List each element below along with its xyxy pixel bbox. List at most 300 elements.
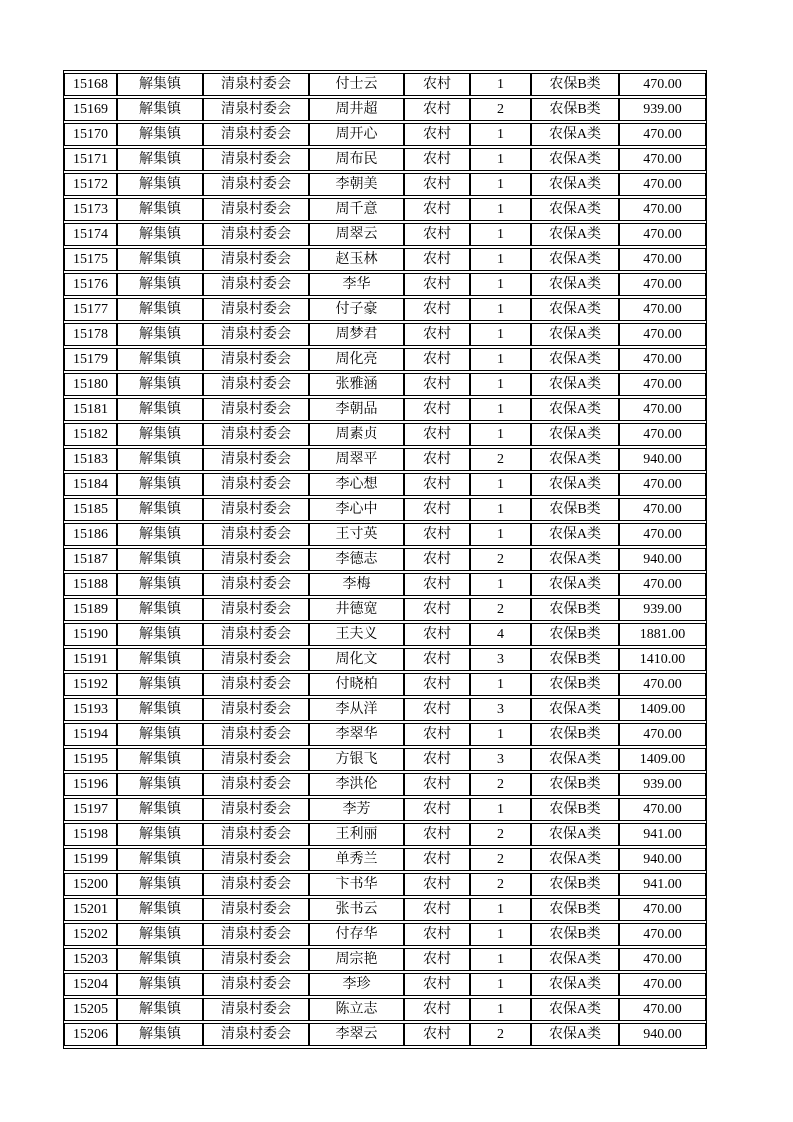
residence-type-cell: 农村: [404, 1023, 470, 1046]
residence-type-cell: 农村: [404, 923, 470, 946]
village-committee-cell: 清泉村委会: [203, 598, 309, 621]
person-name-cell: 李德志: [309, 548, 404, 571]
insurance-category-cell: 农保A类: [531, 148, 619, 171]
serial-number-cell: 15171: [64, 148, 117, 171]
person-name-cell: 单秀兰: [309, 848, 404, 871]
amount-cell: 939.00: [619, 598, 706, 621]
village-committee-cell: 清泉村委会: [203, 123, 309, 146]
serial-number-cell: 15185: [64, 498, 117, 521]
residence-type-cell: 农村: [404, 223, 470, 246]
insurance-category-cell: 农保A类: [531, 473, 619, 496]
village-committee-cell: 清泉村委会: [203, 1023, 309, 1046]
insurance-category-cell: 农保B类: [531, 773, 619, 796]
amount-cell: 941.00: [619, 873, 706, 896]
table-row: [64, 848, 706, 871]
table-row: [64, 373, 706, 396]
village-committee-cell: 清泉村委会: [203, 698, 309, 721]
person-name-cell: 周宗艳: [309, 948, 404, 971]
residence-type-cell: 农村: [404, 123, 470, 146]
serial-number-cell: 15181: [64, 398, 117, 421]
person-name-cell: 王利丽: [309, 823, 404, 846]
insurance-category-cell: 农保B类: [531, 923, 619, 946]
table-row: [64, 173, 706, 196]
table-row: [64, 223, 706, 246]
person-count-cell: 1: [470, 298, 531, 321]
residence-type-cell: 农村: [404, 198, 470, 221]
serial-number-cell: 15187: [64, 548, 117, 571]
town-cell: 解集镇: [117, 148, 203, 171]
insurance-category-cell: 农保A类: [531, 173, 619, 196]
amount-cell: 470.00: [619, 473, 706, 496]
insurance-category-cell: 农保A类: [531, 423, 619, 446]
person-count-cell: 1: [470, 373, 531, 396]
person-name-cell: 周千意: [309, 198, 404, 221]
table-row: [64, 473, 706, 496]
amount-cell: 470.00: [619, 498, 706, 521]
residence-type-cell: 农村: [404, 273, 470, 296]
insurance-category-cell: 农保A类: [531, 548, 619, 571]
town-cell: 解集镇: [117, 298, 203, 321]
serial-number-cell: 15191: [64, 648, 117, 671]
residence-type-cell: 农村: [404, 798, 470, 821]
person-count-cell: 1: [470, 723, 531, 746]
table-row: [64, 673, 706, 696]
serial-number-cell: 15182: [64, 423, 117, 446]
town-cell: 解集镇: [117, 273, 203, 296]
village-committee-cell: 清泉村委会: [203, 748, 309, 771]
village-committee-cell: 清泉村委会: [203, 223, 309, 246]
residence-type-cell: 农村: [404, 448, 470, 471]
table-row: [64, 623, 706, 646]
village-committee-cell: 清泉村委会: [203, 173, 309, 196]
table-row: [64, 523, 706, 546]
person-name-cell: 李从洋: [309, 698, 404, 721]
serial-number-cell: 15176: [64, 273, 117, 296]
town-cell: 解集镇: [117, 348, 203, 371]
person-name-cell: 李朝品: [309, 398, 404, 421]
person-count-cell: 1: [470, 948, 531, 971]
table-row: [64, 648, 706, 671]
amount-cell: 470.00: [619, 73, 706, 96]
amount-cell: 470.00: [619, 973, 706, 996]
serial-number-cell: 15200: [64, 873, 117, 896]
table-row: [64, 548, 706, 571]
amount-cell: 1410.00: [619, 648, 706, 671]
insurance-category-cell: 农保B类: [531, 898, 619, 921]
insurance-category-cell: 农保A类: [531, 323, 619, 346]
person-count-cell: 1: [470, 323, 531, 346]
town-cell: 解集镇: [117, 673, 203, 696]
table-row: [64, 598, 706, 621]
village-committee-cell: 清泉村委会: [203, 898, 309, 921]
serial-number-cell: 15199: [64, 848, 117, 871]
table-row: [64, 873, 706, 896]
insurance-category-cell: 农保B类: [531, 498, 619, 521]
residence-type-cell: 农村: [404, 973, 470, 996]
town-cell: 解集镇: [117, 648, 203, 671]
amount-cell: 1409.00: [619, 748, 706, 771]
village-committee-cell: 清泉村委会: [203, 473, 309, 496]
village-committee-cell: 清泉村委会: [203, 198, 309, 221]
town-cell: 解集镇: [117, 798, 203, 821]
town-cell: 解集镇: [117, 473, 203, 496]
amount-cell: 941.00: [619, 823, 706, 846]
village-committee-cell: 清泉村委会: [203, 348, 309, 371]
insurance-category-cell: 农保A类: [531, 523, 619, 546]
table-row: [64, 273, 706, 296]
residence-type-cell: 农村: [404, 698, 470, 721]
town-cell: 解集镇: [117, 573, 203, 596]
person-name-cell: 周化亮: [309, 348, 404, 371]
village-committee-cell: 清泉村委会: [203, 998, 309, 1021]
serial-number-cell: 15194: [64, 723, 117, 746]
village-committee-cell: 清泉村委会: [203, 548, 309, 571]
village-committee-cell: 清泉村委会: [203, 73, 309, 96]
village-committee-cell: 清泉村委会: [203, 723, 309, 746]
person-count-cell: 1: [470, 898, 531, 921]
serial-number-cell: 15195: [64, 748, 117, 771]
town-cell: 解集镇: [117, 598, 203, 621]
table-row: [64, 973, 706, 996]
serial-number-cell: 15188: [64, 573, 117, 596]
town-cell: 解集镇: [117, 898, 203, 921]
table-row: [64, 773, 706, 796]
table-row: [64, 298, 706, 321]
residence-type-cell: 农村: [404, 823, 470, 846]
village-committee-cell: 清泉村委会: [203, 373, 309, 396]
amount-cell: 1881.00: [619, 623, 706, 646]
village-committee-cell: 清泉村委会: [203, 573, 309, 596]
amount-cell: 470.00: [619, 348, 706, 371]
town-cell: 解集镇: [117, 548, 203, 571]
person-name-cell: 周化文: [309, 648, 404, 671]
amount-cell: 470.00: [619, 898, 706, 921]
town-cell: 解集镇: [117, 123, 203, 146]
person-name-cell: 李翠云: [309, 1023, 404, 1046]
residence-type-cell: 农村: [404, 423, 470, 446]
village-committee-cell: 清泉村委会: [203, 523, 309, 546]
residence-type-cell: 农村: [404, 573, 470, 596]
amount-cell: 470.00: [619, 798, 706, 821]
amount-cell: 470.00: [619, 723, 706, 746]
person-count-cell: 2: [470, 1023, 531, 1046]
residence-type-cell: 农村: [404, 73, 470, 96]
table-row: [64, 823, 706, 846]
person-count-cell: 2: [470, 448, 531, 471]
person-name-cell: 付子豪: [309, 298, 404, 321]
amount-cell: 470.00: [619, 923, 706, 946]
town-cell: 解集镇: [117, 698, 203, 721]
town-cell: 解集镇: [117, 398, 203, 421]
town-cell: 解集镇: [117, 998, 203, 1021]
insurance-category-cell: 农保A类: [531, 848, 619, 871]
person-count-cell: 1: [470, 173, 531, 196]
residence-type-cell: 农村: [404, 773, 470, 796]
serial-number-cell: 15169: [64, 98, 117, 121]
town-cell: 解集镇: [117, 73, 203, 96]
residence-type-cell: 农村: [404, 498, 470, 521]
amount-cell: 470.00: [619, 998, 706, 1021]
town-cell: 解集镇: [117, 448, 203, 471]
person-name-cell: 李洪伦: [309, 773, 404, 796]
residence-type-cell: 农村: [404, 348, 470, 371]
table-row: [64, 348, 706, 371]
amount-cell: 470.00: [619, 223, 706, 246]
residence-type-cell: 农村: [404, 673, 470, 696]
insurance-category-cell: 农保A类: [531, 398, 619, 421]
table-row: [64, 698, 706, 721]
serial-number-cell: 15179: [64, 348, 117, 371]
insurance-category-cell: 农保B类: [531, 723, 619, 746]
residence-type-cell: 农村: [404, 173, 470, 196]
person-count-cell: 2: [470, 598, 531, 621]
village-committee-cell: 清泉村委会: [203, 623, 309, 646]
serial-number-cell: 15202: [64, 923, 117, 946]
person-name-cell: 周梦君: [309, 323, 404, 346]
insurance-category-cell: 农保A类: [531, 373, 619, 396]
insurance-category-cell: 农保B类: [531, 873, 619, 896]
village-committee-cell: 清泉村委会: [203, 673, 309, 696]
residence-type-cell: 农村: [404, 948, 470, 971]
residence-type-cell: 农村: [404, 473, 470, 496]
person-count-cell: 2: [470, 98, 531, 121]
town-cell: 解集镇: [117, 773, 203, 796]
amount-cell: 470.00: [619, 273, 706, 296]
person-name-cell: 陈立志: [309, 998, 404, 1021]
residence-type-cell: 农村: [404, 723, 470, 746]
residence-type-cell: 农村: [404, 873, 470, 896]
person-name-cell: 周素贞: [309, 423, 404, 446]
residence-type-cell: 农村: [404, 648, 470, 671]
insurance-category-cell: 农保A类: [531, 123, 619, 146]
town-cell: 解集镇: [117, 223, 203, 246]
table-row: [64, 423, 706, 446]
person-name-cell: 卞书华: [309, 873, 404, 896]
person-count-cell: 1: [470, 923, 531, 946]
person-name-cell: 李芳: [309, 798, 404, 821]
amount-cell: 940.00: [619, 1023, 706, 1046]
person-count-cell: 1: [470, 523, 531, 546]
table-row: [64, 198, 706, 221]
town-cell: 解集镇: [117, 948, 203, 971]
serial-number-cell: 15178: [64, 323, 117, 346]
serial-number-cell: 15206: [64, 1023, 117, 1046]
residence-type-cell: 农村: [404, 373, 470, 396]
person-name-cell: 付晓柏: [309, 673, 404, 696]
person-name-cell: 李梅: [309, 573, 404, 596]
amount-cell: 939.00: [619, 773, 706, 796]
person-count-cell: 1: [470, 123, 531, 146]
town-cell: 解集镇: [117, 173, 203, 196]
insurance-category-cell: 农保A类: [531, 948, 619, 971]
person-name-cell: 付士云: [309, 73, 404, 96]
insurance-category-cell: 农保A类: [531, 573, 619, 596]
person-count-cell: 1: [470, 673, 531, 696]
residence-type-cell: 农村: [404, 148, 470, 171]
town-cell: 解集镇: [117, 1023, 203, 1046]
village-committee-cell: 清泉村委会: [203, 948, 309, 971]
pension-roster-table: [63, 70, 707, 1049]
amount-cell: 470.00: [619, 123, 706, 146]
person-count-cell: 2: [470, 823, 531, 846]
amount-cell: 470.00: [619, 573, 706, 596]
amount-cell: 470.00: [619, 248, 706, 271]
person-name-cell: 李珍: [309, 973, 404, 996]
village-committee-cell: 清泉村委会: [203, 823, 309, 846]
village-committee-cell: 清泉村委会: [203, 848, 309, 871]
person-count-cell: 1: [470, 498, 531, 521]
insurance-category-cell: 农保B类: [531, 673, 619, 696]
table-row: [64, 723, 706, 746]
pension-table-body: [64, 73, 706, 1046]
person-name-cell: 李心想: [309, 473, 404, 496]
person-count-cell: 1: [470, 198, 531, 221]
person-count-cell: 2: [470, 548, 531, 571]
village-committee-cell: 清泉村委会: [203, 973, 309, 996]
town-cell: 解集镇: [117, 248, 203, 271]
serial-number-cell: 15197: [64, 798, 117, 821]
residence-type-cell: 农村: [404, 398, 470, 421]
amount-cell: 470.00: [619, 398, 706, 421]
person-count-cell: 1: [470, 223, 531, 246]
residence-type-cell: 农村: [404, 848, 470, 871]
person-count-cell: 1: [470, 473, 531, 496]
person-count-cell: 1: [470, 398, 531, 421]
residence-type-cell: 农村: [404, 298, 470, 321]
table-row: [64, 73, 706, 96]
town-cell: 解集镇: [117, 198, 203, 221]
town-cell: 解集镇: [117, 873, 203, 896]
village-committee-cell: 清泉村委会: [203, 398, 309, 421]
insurance-category-cell: 农保A类: [531, 298, 619, 321]
village-committee-cell: 清泉村委会: [203, 923, 309, 946]
person-count-cell: 1: [470, 348, 531, 371]
amount-cell: 470.00: [619, 173, 706, 196]
table-row: [64, 573, 706, 596]
person-name-cell: 张书云: [309, 898, 404, 921]
amount-cell: 939.00: [619, 98, 706, 121]
insurance-category-cell: 农保A类: [531, 223, 619, 246]
table-row: [64, 1023, 706, 1046]
serial-number-cell: 15183: [64, 448, 117, 471]
person-count-cell: 4: [470, 623, 531, 646]
residence-type-cell: 农村: [404, 323, 470, 346]
residence-type-cell: 农村: [404, 748, 470, 771]
amount-cell: 470.00: [619, 523, 706, 546]
table-row: [64, 448, 706, 471]
insurance-category-cell: 农保A类: [531, 998, 619, 1021]
person-name-cell: 周井超: [309, 98, 404, 121]
serial-number-cell: 15175: [64, 248, 117, 271]
village-committee-cell: 清泉村委会: [203, 298, 309, 321]
person-count-cell: 1: [470, 73, 531, 96]
person-count-cell: 1: [470, 148, 531, 171]
insurance-category-cell: 农保A类: [531, 748, 619, 771]
amount-cell: 470.00: [619, 198, 706, 221]
residence-type-cell: 农村: [404, 998, 470, 1021]
town-cell: 解集镇: [117, 498, 203, 521]
town-cell: 解集镇: [117, 848, 203, 871]
village-committee-cell: 清泉村委会: [203, 498, 309, 521]
amount-cell: 1409.00: [619, 698, 706, 721]
residence-type-cell: 农村: [404, 598, 470, 621]
insurance-category-cell: 农保B类: [531, 598, 619, 621]
insurance-category-cell: 农保A类: [531, 273, 619, 296]
village-committee-cell: 清泉村委会: [203, 873, 309, 896]
amount-cell: 470.00: [619, 323, 706, 346]
serial-number-cell: 15203: [64, 948, 117, 971]
town-cell: 解集镇: [117, 723, 203, 746]
serial-number-cell: 15180: [64, 373, 117, 396]
serial-number-cell: 15193: [64, 698, 117, 721]
table-row: [64, 898, 706, 921]
person-count-cell: 1: [470, 273, 531, 296]
person-count-cell: 3: [470, 748, 531, 771]
serial-number-cell: 15177: [64, 298, 117, 321]
serial-number-cell: 15184: [64, 473, 117, 496]
person-count-cell: 2: [470, 873, 531, 896]
person-count-cell: 2: [470, 773, 531, 796]
amount-cell: 470.00: [619, 423, 706, 446]
town-cell: 解集镇: [117, 623, 203, 646]
table-row: [64, 748, 706, 771]
insurance-category-cell: 农保A类: [531, 973, 619, 996]
serial-number-cell: 15205: [64, 998, 117, 1021]
table-row: [64, 248, 706, 271]
town-cell: 解集镇: [117, 523, 203, 546]
town-cell: 解集镇: [117, 923, 203, 946]
residence-type-cell: 农村: [404, 248, 470, 271]
person-name-cell: 井德宽: [309, 598, 404, 621]
town-cell: 解集镇: [117, 98, 203, 121]
person-name-cell: 李翠华: [309, 723, 404, 746]
town-cell: 解集镇: [117, 748, 203, 771]
town-cell: 解集镇: [117, 973, 203, 996]
table-row: [64, 498, 706, 521]
person-count-cell: 1: [470, 798, 531, 821]
person-name-cell: 周开心: [309, 123, 404, 146]
person-count-cell: 3: [470, 698, 531, 721]
serial-number-cell: 15189: [64, 598, 117, 621]
table-row: [64, 123, 706, 146]
table-row: [64, 998, 706, 1021]
residence-type-cell: 农村: [404, 898, 470, 921]
amount-cell: 470.00: [619, 948, 706, 971]
serial-number-cell: 15174: [64, 223, 117, 246]
person-name-cell: 周布民: [309, 148, 404, 171]
person-count-cell: 3: [470, 648, 531, 671]
person-name-cell: 李华: [309, 273, 404, 296]
person-name-cell: 方银飞: [309, 748, 404, 771]
village-committee-cell: 清泉村委会: [203, 448, 309, 471]
insurance-category-cell: 农保B类: [531, 73, 619, 96]
person-count-cell: 1: [470, 973, 531, 996]
table-row: [64, 148, 706, 171]
amount-cell: 470.00: [619, 148, 706, 171]
insurance-category-cell: 农保A类: [531, 448, 619, 471]
insurance-category-cell: 农保A类: [531, 1023, 619, 1046]
village-committee-cell: 清泉村委会: [203, 423, 309, 446]
person-name-cell: 王夫义: [309, 623, 404, 646]
table-row: [64, 98, 706, 121]
person-name-cell: 付存华: [309, 923, 404, 946]
table-row: [64, 798, 706, 821]
serial-number-cell: 15204: [64, 973, 117, 996]
amount-cell: 940.00: [619, 848, 706, 871]
insurance-category-cell: 农保A类: [531, 248, 619, 271]
serial-number-cell: 15198: [64, 823, 117, 846]
serial-number-cell: 15170: [64, 123, 117, 146]
